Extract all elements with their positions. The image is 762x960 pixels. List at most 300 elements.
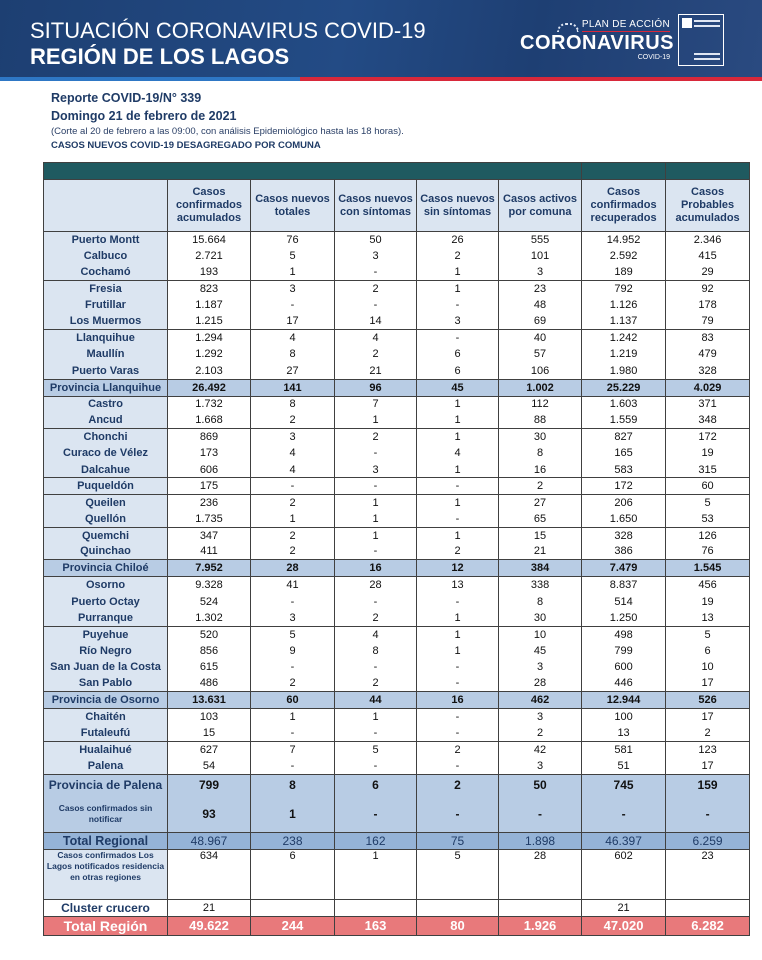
cell-value: 627 (168, 741, 251, 757)
cell-value: - (666, 796, 750, 832)
cell-value: 526 (666, 692, 750, 709)
cell-value (499, 899, 582, 916)
summary-row (44, 916, 750, 935)
cell-value: 26 (417, 232, 499, 248)
cell-value: 100 (582, 709, 666, 725)
cell-value: 2 (251, 544, 335, 560)
cell-value: 53 (666, 511, 750, 527)
cell-value: 27 (251, 363, 335, 379)
cell-value: 49.622 (168, 916, 251, 935)
cell-value: 5 (666, 626, 750, 642)
cases-table (43, 162, 750, 936)
cell-value: 79 (666, 313, 750, 329)
commune-name: Casos confirmados sin notificar (44, 796, 168, 832)
province-subtotal-row (44, 560, 750, 577)
cell-value: 7.952 (168, 560, 251, 577)
commune-name: Puqueldón (44, 478, 168, 494)
cell-value: 23 (499, 281, 582, 297)
cell-value: 28 (335, 577, 417, 593)
cell-value: 7 (251, 741, 335, 757)
cell-value: - (335, 796, 417, 832)
table-row (44, 758, 750, 774)
cell-value: - (335, 593, 417, 609)
cell-value: 25.229 (582, 379, 666, 396)
cell-value: - (417, 330, 499, 346)
province-subtotal-row (44, 774, 750, 796)
cell-value: - (417, 675, 499, 691)
cell-value: 634 (168, 849, 251, 899)
commune-name: Curaco de Vélez (44, 445, 168, 461)
cell-value: 1.650 (582, 511, 666, 527)
cell-value: 16 (499, 462, 582, 478)
cell-value: 141 (251, 379, 335, 396)
cell-value: 126 (666, 527, 750, 543)
cell-value: 21 (168, 899, 251, 916)
cell-value: 80 (417, 916, 499, 935)
table-row (44, 610, 750, 626)
cell-value: 2 (251, 527, 335, 543)
cell-value: 2.592 (582, 248, 666, 264)
commune-name: Chonchi (44, 429, 168, 445)
cell-value: 83 (666, 330, 750, 346)
cell-value: 165 (582, 445, 666, 461)
table-row (44, 264, 750, 280)
report-note: (Corte al 20 de febrero a las 09:00, con análisis Epidemiológico hasta las 18 horas). (51, 126, 404, 137)
cell-value (251, 899, 335, 916)
cell-value: 799 (582, 642, 666, 658)
cell-value: 5 (251, 248, 335, 264)
cell-value: 1.735 (168, 511, 251, 527)
cell-value: 48 (499, 297, 582, 313)
cell-value: 193 (168, 264, 251, 280)
table-top-bar (44, 163, 750, 180)
cell-value: 175 (168, 478, 251, 494)
cell-value: - (335, 544, 417, 560)
cell-value: 348 (666, 412, 750, 428)
cell-value: 4 (417, 445, 499, 461)
cell-value: 8 (251, 396, 335, 412)
cell-value: 371 (666, 396, 750, 412)
column-header: Casos nuevos sin síntomas (417, 180, 499, 232)
cell-value: - (417, 659, 499, 675)
cell-value: 2 (666, 725, 750, 741)
cell-value: 462 (499, 692, 582, 709)
virus-icon (557, 23, 579, 32)
cell-value: 1.002 (499, 379, 582, 396)
commune-name: Provincia de Palena (44, 774, 168, 796)
cell-value: 19 (666, 445, 750, 461)
cell-value: 1.732 (168, 396, 251, 412)
cell-value: 384 (499, 560, 582, 577)
cell-value: - (335, 445, 417, 461)
cell-value: 823 (168, 281, 251, 297)
cell-value: 48.967 (168, 832, 251, 849)
cell-value: 600 (582, 659, 666, 675)
cell-value: 12.944 (582, 692, 666, 709)
cell-value: 3 (417, 313, 499, 329)
logo-main-text: CORONAVIRUS (520, 32, 675, 54)
cell-value: 173 (168, 445, 251, 461)
cell-value: 328 (582, 527, 666, 543)
cell-value: 606 (168, 462, 251, 478)
cell-value: 498 (582, 626, 666, 642)
cell-value: 1.294 (168, 330, 251, 346)
cell-value: 5 (417, 849, 499, 899)
cell-value: 21 (499, 544, 582, 560)
cell-value: - (251, 478, 335, 494)
cell-value: 16 (417, 692, 499, 709)
column-header: Casos confirmados recuperados (582, 180, 666, 232)
cell-value: - (335, 478, 417, 494)
cell-value: 1 (251, 264, 335, 280)
commune-name: Maullín (44, 346, 168, 362)
cell-value: 7.479 (582, 560, 666, 577)
cell-value: 479 (666, 346, 750, 362)
cell-value: 21 (582, 899, 666, 916)
cell-value: 69 (499, 313, 582, 329)
accent-bar-blue (0, 77, 300, 81)
cell-value: 1.219 (582, 346, 666, 362)
summary-row (44, 899, 750, 916)
cell-value: 41 (251, 577, 335, 593)
cell-value: 615 (168, 659, 251, 675)
logo-sub-text: COVID-19 (637, 54, 670, 61)
banner-title: SITUACIÓN CORONAVIRUS COVID-19 (30, 18, 426, 43)
cell-value: 1.898 (499, 832, 582, 849)
cell-value: 60 (251, 692, 335, 709)
cell-value: 75 (417, 832, 499, 849)
header-banner (0, 0, 762, 80)
commune-name: Río Negro (44, 642, 168, 658)
cell-value: 524 (168, 593, 251, 609)
column-header: Casos activos por comuna (499, 180, 582, 232)
cell-value: 50 (499, 774, 582, 796)
cell-value: 1.980 (582, 363, 666, 379)
cell-value: 5 (251, 626, 335, 642)
table-row (44, 659, 750, 675)
cell-value: - (417, 796, 499, 832)
table-row (44, 709, 750, 725)
cell-value: 2 (335, 281, 417, 297)
cell-value: 1 (417, 642, 499, 658)
cell-value: - (417, 725, 499, 741)
cell-value: 7 (335, 396, 417, 412)
cell-value: - (251, 758, 335, 774)
column-header: Casos confirmados acumulados (168, 180, 251, 232)
commune-name: Puyehue (44, 626, 168, 642)
coronavirus-logo (520, 14, 675, 74)
cell-value: 12 (417, 560, 499, 577)
cell-value: 47.020 (582, 916, 666, 935)
cell-value: 1.668 (168, 412, 251, 428)
cell-value: 50 (335, 232, 417, 248)
commune-name: Total Región (44, 916, 168, 935)
cell-value: 57 (499, 346, 582, 362)
cell-value: 2 (417, 741, 499, 757)
cell-value: 8 (499, 593, 582, 609)
cell-value: 1.250 (582, 610, 666, 626)
cell-value (417, 899, 499, 916)
cell-value: 856 (168, 642, 251, 658)
cell-value: 745 (582, 774, 666, 796)
cell-value: 338 (499, 577, 582, 593)
commune-name: Chaitén (44, 709, 168, 725)
cell-value: 1 (335, 494, 417, 510)
table-row (44, 297, 750, 313)
cell-value: 6 (251, 849, 335, 899)
cell-value: 17 (251, 313, 335, 329)
cell-value: 2 (417, 774, 499, 796)
table-row (44, 577, 750, 593)
divider (694, 20, 720, 22)
cell-value: 1 (417, 626, 499, 642)
commune-name: Provincia Llanquihue (44, 379, 168, 396)
cell-value: 792 (582, 281, 666, 297)
cell-value: 2 (251, 494, 335, 510)
cell-value: 106 (499, 363, 582, 379)
logo-plan-text: PLAN DE ACCIÓN (581, 19, 670, 30)
cell-value: 1 (335, 527, 417, 543)
cell-value: - (251, 593, 335, 609)
cell-value: 28 (251, 560, 335, 577)
cell-value: 514 (582, 593, 666, 609)
commune-name: Puerto Varas (44, 363, 168, 379)
cell-value: 2 (499, 725, 582, 741)
cell-value: 17 (666, 709, 750, 725)
cell-value: 2.721 (168, 248, 251, 264)
cell-value: 8 (499, 445, 582, 461)
cell-value: 869 (168, 429, 251, 445)
cell-value: 415 (666, 248, 750, 264)
cell-value: 581 (582, 741, 666, 757)
cell-value: - (417, 593, 499, 609)
commune-name: Cluster crucero (44, 899, 168, 916)
cell-value: 2 (417, 544, 499, 560)
cell-value: 76 (251, 232, 335, 248)
cell-value: 13 (666, 610, 750, 626)
cell-value: - (417, 511, 499, 527)
cell-value: 6.282 (666, 916, 750, 935)
cell-value: 1 (417, 264, 499, 280)
commune-name: Purranque (44, 610, 168, 626)
cell-value: 1.215 (168, 313, 251, 329)
cell-value: 3 (251, 610, 335, 626)
cell-value: 172 (666, 429, 750, 445)
cell-value: 1 (417, 462, 499, 478)
cell-value: 347 (168, 527, 251, 543)
cell-value: - (251, 725, 335, 741)
cell-value: 8 (251, 346, 335, 362)
cell-value: 3 (335, 462, 417, 478)
cell-value: - (251, 297, 335, 313)
table-row (44, 330, 750, 346)
cell-value: 4 (335, 626, 417, 642)
cell-value: 4 (251, 445, 335, 461)
table-row (44, 593, 750, 609)
cell-value: 21 (335, 363, 417, 379)
cell-value: - (335, 264, 417, 280)
cell-value: 1.126 (582, 297, 666, 313)
cell-value: 15 (499, 527, 582, 543)
cell-value: 1.292 (168, 346, 251, 362)
table-row (44, 363, 750, 379)
table-row (44, 313, 750, 329)
province-subtotal-row (44, 379, 750, 396)
table-row (44, 527, 750, 543)
cell-value: 827 (582, 429, 666, 445)
cell-value: 159 (666, 774, 750, 796)
government-logo (678, 14, 724, 66)
cell-value: 2 (499, 478, 582, 494)
cell-value: 28 (499, 849, 582, 899)
cell-value: 1.545 (666, 560, 750, 577)
commune-name: Palena (44, 758, 168, 774)
cell-value: 3 (251, 429, 335, 445)
cell-value: 799 (168, 774, 251, 796)
cell-value: 1.926 (499, 916, 582, 935)
cell-value: 1.242 (582, 330, 666, 346)
cell-value: 4 (335, 330, 417, 346)
table-row (44, 511, 750, 527)
cell-value: 1.137 (582, 313, 666, 329)
cell-value: 3 (335, 248, 417, 264)
cell-value: 555 (499, 232, 582, 248)
table-row (44, 642, 750, 658)
cell-value: 88 (499, 412, 582, 428)
cell-value (335, 899, 417, 916)
report-number: Reporte COVID-19/N° 339 (51, 91, 202, 105)
table-row (44, 346, 750, 362)
commune-name: Hualaihué (44, 741, 168, 757)
cell-value: 23 (666, 849, 750, 899)
cell-value: - (417, 297, 499, 313)
cell-value: 411 (168, 544, 251, 560)
cell-value: 3 (499, 758, 582, 774)
cell-value: 2 (335, 429, 417, 445)
cell-value: 8.837 (582, 577, 666, 593)
cell-value: 45 (499, 642, 582, 658)
commune-name: Quinchao (44, 544, 168, 560)
cell-value: 17 (666, 675, 750, 691)
cell-value: 15.664 (168, 232, 251, 248)
cell-value: 13.631 (168, 692, 251, 709)
cell-value: 1 (335, 511, 417, 527)
cell-value: - (417, 758, 499, 774)
cell-value: 1 (417, 412, 499, 428)
shield-icon (682, 18, 692, 28)
commune-name: Provincia de Osorno (44, 692, 168, 709)
cell-value: - (335, 725, 417, 741)
column-header: Casos Probables acumulados (666, 180, 750, 232)
cell-value: - (417, 478, 499, 494)
commune-name: Dalcahue (44, 462, 168, 478)
commune-name: Quellón (44, 511, 168, 527)
commune-name: Provincia Chiloé (44, 560, 168, 577)
cell-value: 1 (417, 429, 499, 445)
cell-value: 386 (582, 544, 666, 560)
report-meta (51, 89, 404, 153)
cell-value: 1 (251, 511, 335, 527)
cell-value: 17 (666, 758, 750, 774)
cell-value: 15 (168, 725, 251, 741)
cell-value: 30 (499, 429, 582, 445)
cell-value: - (335, 659, 417, 675)
cell-value: 2 (335, 346, 417, 362)
cell-value: 10 (666, 659, 750, 675)
cell-value: 44 (335, 692, 417, 709)
cell-value: 1 (335, 849, 417, 899)
commune-name: Fresia (44, 281, 168, 297)
cell-value: 3 (499, 659, 582, 675)
cell-value: 112 (499, 396, 582, 412)
table-row (44, 626, 750, 642)
cell-value: 19 (666, 593, 750, 609)
table-row (44, 478, 750, 494)
table-header-row (44, 180, 750, 232)
table-row (44, 494, 750, 510)
cell-value: 30 (499, 610, 582, 626)
cell-value: 123 (666, 741, 750, 757)
cell-value: - (417, 709, 499, 725)
cell-value: 6 (335, 774, 417, 796)
cell-value: 46.397 (582, 832, 666, 849)
cell-value: 206 (582, 494, 666, 510)
commune-name: Casos confirmados Los Lagos notificados residencia en otras regiones (44, 849, 168, 899)
summary-row (44, 832, 750, 849)
cell-value: 92 (666, 281, 750, 297)
cell-value: 4 (251, 462, 335, 478)
column-header (44, 180, 168, 232)
cell-value: 189 (582, 264, 666, 280)
cell-value: 583 (582, 462, 666, 478)
cell-value: 3 (251, 281, 335, 297)
cell-value: 2 (335, 610, 417, 626)
cell-value: 51 (582, 758, 666, 774)
summary-row (44, 796, 750, 832)
cell-value: - (335, 297, 417, 313)
cell-value: 101 (499, 248, 582, 264)
cell-value: 76 (666, 544, 750, 560)
cell-value: 26.492 (168, 379, 251, 396)
commune-name: Frutillar (44, 297, 168, 313)
table-row (44, 412, 750, 428)
cell-value: 172 (582, 478, 666, 494)
table-row (44, 725, 750, 741)
commune-name: San Pablo (44, 675, 168, 691)
cell-value: 4 (251, 330, 335, 346)
report-subtitle: CASOS NUEVOS COVID-19 DESAGREGADO POR COMUNA (51, 140, 321, 151)
cell-value: 45 (417, 379, 499, 396)
table-row (44, 248, 750, 264)
banner-subtitle: REGIÓN DE LOS LAGOS (30, 44, 290, 69)
commune-name: Futaleufú (44, 725, 168, 741)
cell-value: 16 (335, 560, 417, 577)
commune-name: Queilen (44, 494, 168, 510)
province-subtotal-row (44, 692, 750, 709)
table-row (44, 429, 750, 445)
cell-value: 40 (499, 330, 582, 346)
cell-value: 486 (168, 675, 251, 691)
divider (694, 25, 720, 27)
cell-value: 14.952 (582, 232, 666, 248)
cell-value: 3 (499, 709, 582, 725)
cell-value: 13 (417, 577, 499, 593)
cell-value: 2 (251, 412, 335, 428)
cell-value: 27 (499, 494, 582, 510)
table-row (44, 675, 750, 691)
cell-value: 6 (666, 642, 750, 658)
cell-value: 1.302 (168, 610, 251, 626)
